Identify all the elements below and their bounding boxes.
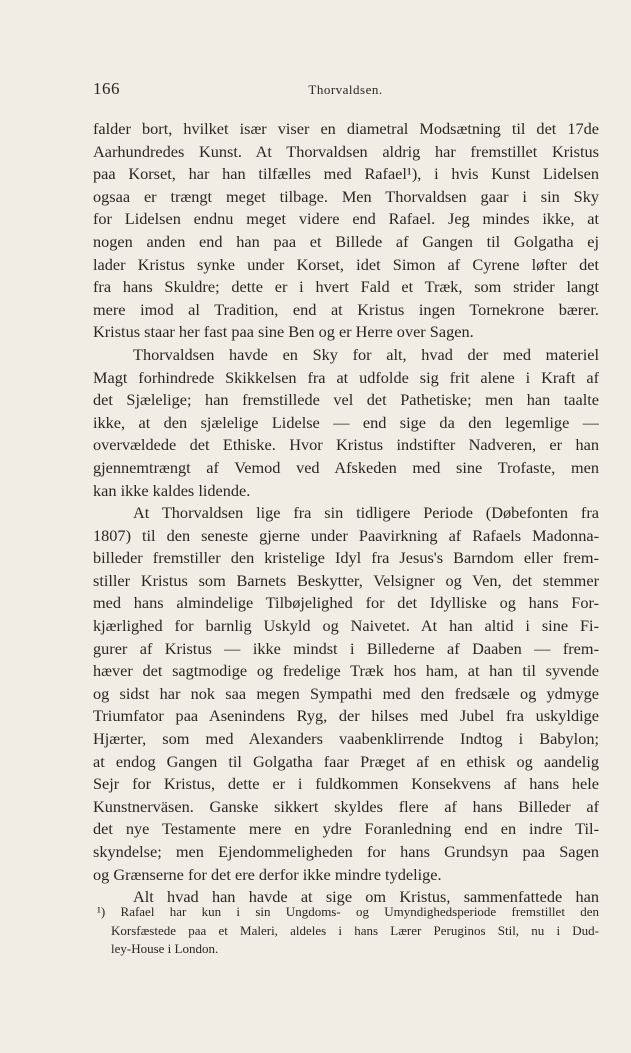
- text-line: at endog Gangen til Golgatha faar Præget af en ethisk og aandelig: [93, 751, 599, 771]
- text-line: stiller Kristus som Barnets Beskytter, Velsigner og Ven, det stemmer: [93, 570, 599, 590]
- footnote-line: ley-House i London.: [111, 941, 219, 956]
- text-line: Magt forhindrede Skikkelsen fra at udfolde sig frit alene i Kraft af: [93, 367, 599, 387]
- text-line: gjennemtrængt af Vemod ved Afskeden med sine Trofaste, men: [93, 457, 599, 477]
- footnotes: [93, 903, 599, 959]
- footnote-line: ¹) Rafael har kun i sin Ungdoms- og Umyndighedsperiode fremstillet den: [97, 904, 599, 919]
- text-line: At Thorvaldsen lige fra sin tidligere Periode (Døbefonten fra: [133, 503, 599, 523]
- text-line: Aarhundredes Kunst. At Thorvaldsen aldrig har fremstillet Kristus: [93, 141, 599, 161]
- text-line: kjærlighed for barnlig Uskyld og Naivetet. At han altid i sine Fi-: [93, 616, 599, 636]
- body-text: [93, 118, 599, 909]
- text-line: med hans almindelige Tilbøjelighed for det Idylliske og hans For-: [93, 593, 599, 613]
- text-line: og Grænserne for det ere derfor ikke mindre tydelige.: [93, 864, 442, 884]
- text-line: fra hans Skuldre; dette er i hvert Fald et Træk, som strider langt: [93, 277, 599, 297]
- text-line: kan ikke kaldes lidende.: [93, 480, 251, 500]
- text-line: 1807) til den seneste gjerne under Paavirkning af Rafaels Madonna-: [93, 525, 599, 545]
- page-header: [93, 79, 598, 101]
- text-line: og sidst har nok saa megen Sympathi med den fredsæle og ydmyge: [93, 683, 599, 703]
- text-line: Kunstnerväsen. Ganske sikkert skyldes flere af hans Billeder af: [93, 796, 599, 816]
- text-line: nogen anden end han paa et Billede af Gangen til Golgatha ej: [93, 231, 599, 251]
- text-line: paa Korset, har han tilfælles med Rafael¹), i hvis Kunst Lidelsen: [93, 164, 599, 184]
- text-line: det Sjælelige; han fremstillede vel det Pathetiske; men han taalte: [93, 390, 599, 410]
- text-line: hæver det sagtmodige og fredelige Træk hos ham, at han til syvende: [93, 661, 599, 681]
- text-line: Hjærter, som med Alexanders vaabenklirrende Indtog i Babylon;: [93, 729, 599, 749]
- text-line: gurer af Kristus — ikke mindst i Billederne af Daaben — frem-: [93, 638, 599, 658]
- text-line: mere imod al Tradition, end at Kristus ingen Tornekrone bærer.: [93, 299, 599, 319]
- text-line: billeder fremstiller den kristelige Idyl fra Jesus's Barndom eller frem-: [93, 548, 599, 568]
- text-line: Kristus staar her fast paa sine Ben og er Herre over Sagen.: [93, 322, 474, 342]
- text-line: Alt hvad han havde at sige om Kristus, sammenfattede han: [133, 887, 599, 907]
- text-line: ogsaa er trængt meget tilbage. Men Thorvaldsen gaar i sin Sky: [93, 186, 599, 206]
- running-head: Thorvaldsen.: [308, 82, 383, 97]
- text-line: det nye Testamente mere en ydre Foranledning end en indre Til-: [93, 819, 599, 839]
- text-line: Sejr for Kristus, dette er i fuldkommen Konsekvens af hans hele: [93, 774, 599, 794]
- text-line: Triumfator paa Asenindens Ryg, der hilses med Jubel fra uskyldige: [93, 706, 599, 726]
- page-number: 166: [93, 79, 120, 98]
- text-line: ikke, at den sjælelige Lidelse — end sige da den legemlige —: [93, 412, 599, 432]
- text-line: lader Kristus synke under Korset, idet Simon af Cyrene løfter det: [93, 254, 599, 274]
- footnote-line: Korsfæstede paa et Maleri, aldeles i hans Lærer Peruginos Stil, nu i Dud-: [111, 922, 599, 938]
- text-line: skyndelse; men Ejendommeligheden for hans Grundsyn paa Sagen: [93, 842, 599, 861]
- text-line: overvældede det Ethiske. Hvor Kristus indstifter Nadveren, er han: [93, 435, 599, 455]
- text-line: falder bort, hvilket især viser en diametral Modsætning til det 17de: [93, 119, 599, 138]
- text-line: Thorvaldsen havde en Sky for alt, hvad der med materiel: [133, 344, 599, 364]
- text-line: for Lidelsen endnu meget videre end Rafael. Jeg mindes ikke, at: [93, 209, 599, 229]
